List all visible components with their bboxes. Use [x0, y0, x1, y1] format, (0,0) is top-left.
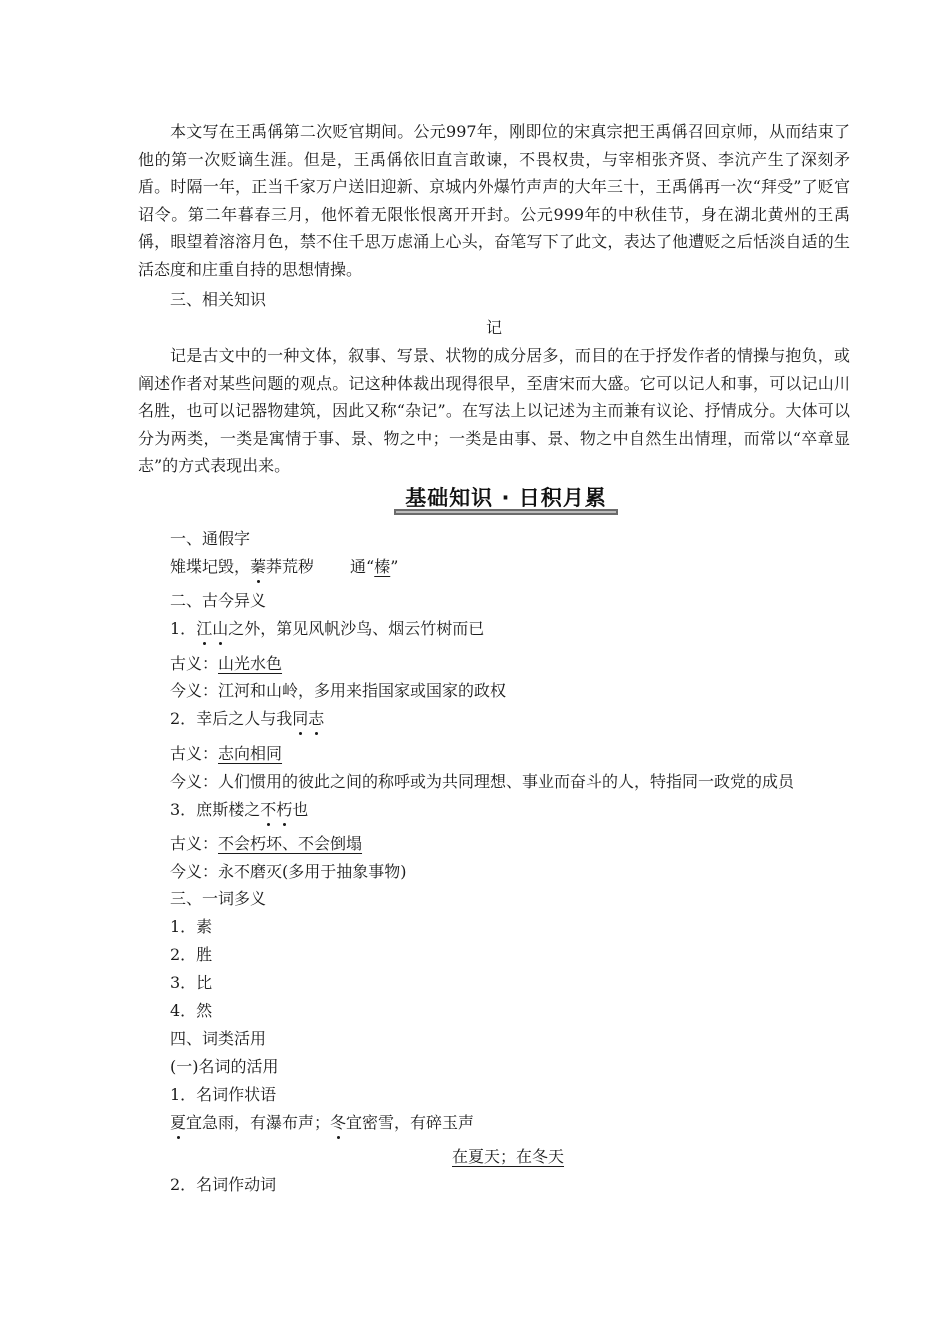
gujin-item-2-gu	[170, 744, 282, 764]
section-banner	[394, 485, 618, 517]
sentence-text: 庶斯楼之	[196, 800, 261, 819]
item-number: 3．	[170, 800, 197, 819]
gu-answer: 不会朽坏、不会倒塌	[218, 834, 363, 853]
gu-label: 古义：	[170, 744, 219, 763]
gujin-item-1-jin: 今义：江河和山岭，多用来指国家或国家的政权	[170, 681, 507, 700]
banner-title: 基础知识 · 日积月累	[405, 486, 607, 510]
intro-paragraph: 本文写在王禹偁第二次贬官期间。公元997年，刚即位的宋真宗把王禹偁召回京师，从而结束了他的第一次贬谪生涯。但是，王禹偁依旧直言敢谏，不畏权贵，与宰相张齐贤、李沆产生了深刻矛盾。时隔一年，正当千家万户送旧迎新、京城内外爆竹声声的大年三十，王禹偁再一次“拜受”了贬官诏令。第二年暮春三月，他怀着无限怅恨离开开封。公元999年的中秋佳节，身在湖北黄州的王禹偁，眼望着溶溶月色，禁不住千思万虑涌上心头，奋笔写下了此文，表达了他遭贬之后恬淡自适的生活态度和庄重自持的思想情操。	[138, 122, 850, 279]
example-text: 雉堞圮毁，	[170, 557, 251, 576]
banner-underline-highlight	[396, 511, 616, 513]
gujin-item-3-gu	[170, 834, 362, 854]
emphasized-char: 同	[292, 709, 309, 728]
sentence-text: 幸后之人与我	[196, 709, 293, 728]
tongjiazi-example	[170, 557, 398, 577]
sentence-text: 宜密雪，有碎玉声	[346, 1113, 475, 1132]
gujin-item-3-jin: 今义：永不磨灭(多用于抽象事物)	[170, 862, 407, 881]
example-text: 莽荒秽	[266, 557, 315, 576]
gujin-item-3	[170, 800, 308, 820]
sentence-text: 之外，第见风帆沙鸟、烟云竹树而已	[228, 619, 485, 638]
yiciduoyi-heading: 三、一词多义	[170, 889, 267, 908]
emphasized-char: 朽	[276, 800, 293, 819]
cilei-item-1: 1．名词作状语	[170, 1085, 277, 1104]
gu-label: 古义：	[170, 654, 219, 673]
gujin-item-2-jin: 今义：人们惯用的彼此之间的称呼或为共同理想、事业而奋斗的人，特指同一政党的成员	[170, 772, 795, 791]
emphasized-char: 志	[308, 709, 325, 728]
tong-close: ”	[390, 557, 399, 576]
emphasized-char: 江	[196, 619, 213, 638]
tongjiazi-heading: 一、通假字	[170, 529, 251, 548]
cilei-subheading: (一)名词的活用	[170, 1057, 279, 1076]
cilei-example	[170, 1113, 474, 1133]
gu-answer: 山光水色	[218, 654, 283, 673]
yiciduoyi-item: 2．胜	[170, 945, 213, 964]
gujin-item-1-gu	[170, 654, 282, 674]
gu-answer: 志向相同	[218, 744, 283, 763]
ji-title: 记	[485, 318, 502, 337]
item-number: 2．	[170, 709, 197, 728]
yiciduoyi-item: 1．素	[170, 917, 213, 936]
tong-label: 通“	[350, 557, 375, 576]
cilei-item-2: 2．名词作动词	[170, 1175, 277, 1194]
answer-text: 在夏天；在冬天	[452, 1147, 565, 1166]
item-number: 1．	[170, 619, 197, 638]
section-related-knowledge: 三、相关知识	[170, 290, 267, 309]
emphasized-char: 蓁	[250, 557, 267, 576]
emphasized-char: 山	[212, 619, 229, 638]
gujin-item-2	[170, 709, 324, 729]
yiciduoyi-item: 4．然	[170, 1001, 213, 1020]
ji-paragraph: 记是古文中的一种文体，叙事、写景、状物的成分居多，而目的在于抒发作者的情操与抱负，或阐述作者对某些问题的观点。记这种体裁出现得很早，至唐宋而大盛。它可以记人和事，可以记山川名胜，也可以记器物建筑，因此又称“杂记”。在写法上以记述为主而兼有议论、抒情成分。大体可以分为两类，一类是寓情于事、景、物之中；一类是由事、景、物之中自然生出情理，而常以“卒章显志”的方式表现出来。	[138, 346, 850, 475]
emphasized-char: 冬	[330, 1113, 347, 1132]
sentence-text: 宜急雨，有瀑布声；	[186, 1113, 331, 1132]
sentence-text: 也	[292, 800, 309, 819]
gu-label: 古义：	[170, 834, 219, 853]
gujin-heading: 二、古今异义	[170, 591, 267, 610]
cilei-answer	[452, 1147, 564, 1167]
tong-answer: 榛	[374, 557, 391, 576]
gujin-item-1	[170, 619, 484, 639]
yiciduoyi-item: 3．比	[170, 973, 213, 992]
emphasized-char: 不	[260, 800, 277, 819]
emphasized-char: 夏	[170, 1113, 187, 1132]
cilei-heading: 四、词类活用	[170, 1029, 267, 1048]
